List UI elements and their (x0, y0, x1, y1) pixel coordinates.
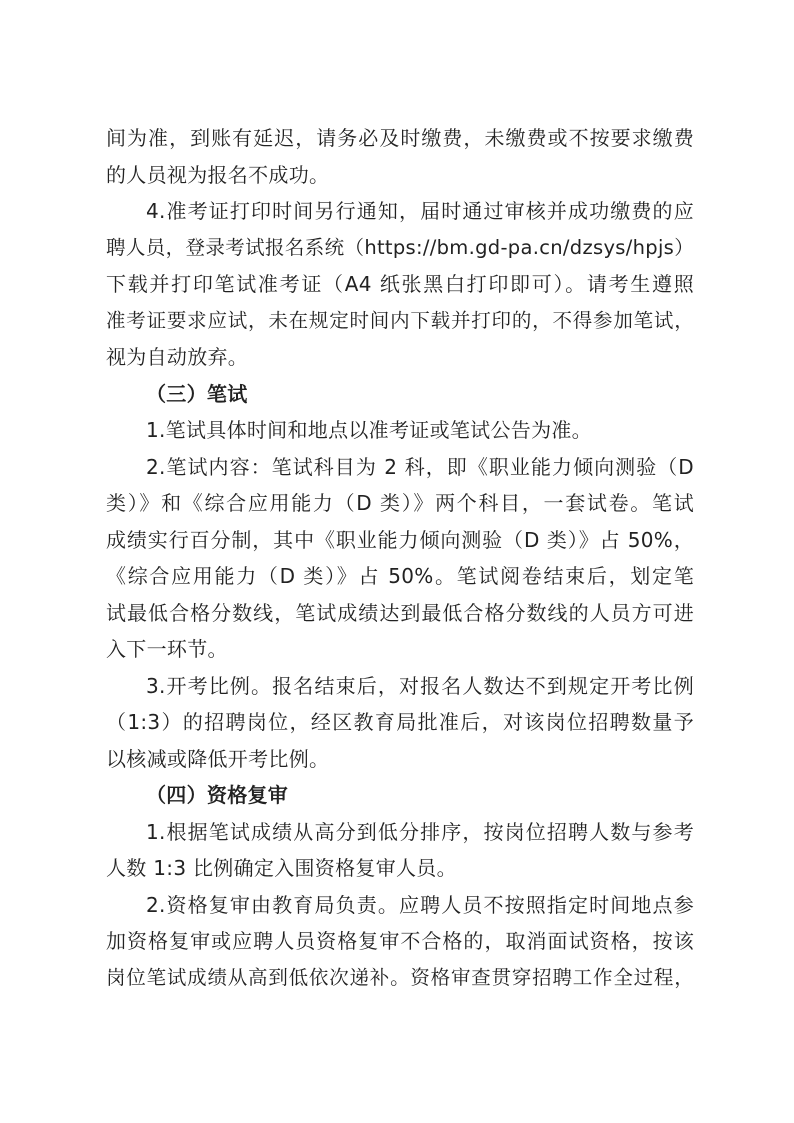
paragraph-line: 以核减或降低开考比例。 (106, 746, 330, 771)
paragraph-line: 人数 1:3 比例确定入围资格复审人员。 (106, 856, 457, 880)
paragraph-line: 2.资格复审由教育局负责。应聘人员不按照指定时间地点参 (146, 892, 694, 917)
paragraph-line: 的人员视为报名不成功。 (106, 162, 330, 187)
paragraph-line: 准考证要求应试，未在规定时间内下载并打印的，不得参加笔试， (106, 308, 694, 332)
paragraph-line: 视为自动放弃。 (106, 345, 249, 369)
paragraph-line: 1.根据笔试成绩从高分到低分排序，按岗位招聘人数与参考 (146, 819, 694, 844)
paragraph-line: （1:3）的招聘岗位，经区教育局批准后，对该岗位招聘数量予 (106, 710, 694, 734)
section-heading: （四）资格复审 (146, 783, 289, 807)
paragraph-line: 岗位笔试成绩从高到低依次递补。资格审查贯穿招聘工作全过程， (106, 965, 694, 989)
paragraph-line: 成绩实行百分制，其中《职业能力倾向测验（D 类）》占 50%， (106, 527, 694, 552)
section-heading: （三）笔试 (146, 381, 248, 406)
paragraph-line: 3.开考比例。报名结束后，对报名人数达不到规定开考比例 (146, 673, 694, 698)
body-text (106, 120, 694, 996)
paragraph-line: 入下一环节。 (106, 637, 228, 661)
paragraph-line: 《综合应用能力（D 类）》占 50%。笔试阅卷结束后，划定笔 (106, 564, 694, 588)
paragraph-line: 类）》和《综合应用能力（D 类）》两个科目，一套试卷。笔试 (106, 491, 694, 515)
paragraph-line: 下载并打印笔试准考证（A4 纸张黑白打印即可）。请考生遵照 (106, 272, 694, 296)
paragraph-line: 间为准，到账有延迟，请务必及时缴费，未缴费或不按要求缴费 (106, 126, 694, 150)
paragraph-line: 加资格复审或应聘人员资格复审不合格的，取消面试资格，按该 (106, 929, 694, 953)
paragraph-line: 聘人员，登录考试报名系统（https://bm.gd-pa.cn/dzsys/hpjs） (106, 235, 694, 259)
paragraph-line: 2.笔试内容：笔试科目为 2 科，即《职业能力倾向测验（D (146, 454, 694, 479)
paragraph-line: 1.笔试具体时间和地点以准考证或笔试公告为准。 (146, 418, 592, 442)
paragraph-line: 4.准考证打印时间另行通知，届时通过审核并成功缴费的应 (146, 199, 694, 223)
paragraph-line: 试最低合格分数线，笔试成绩达到最低合格分数线的人员方可进 (106, 600, 694, 625)
